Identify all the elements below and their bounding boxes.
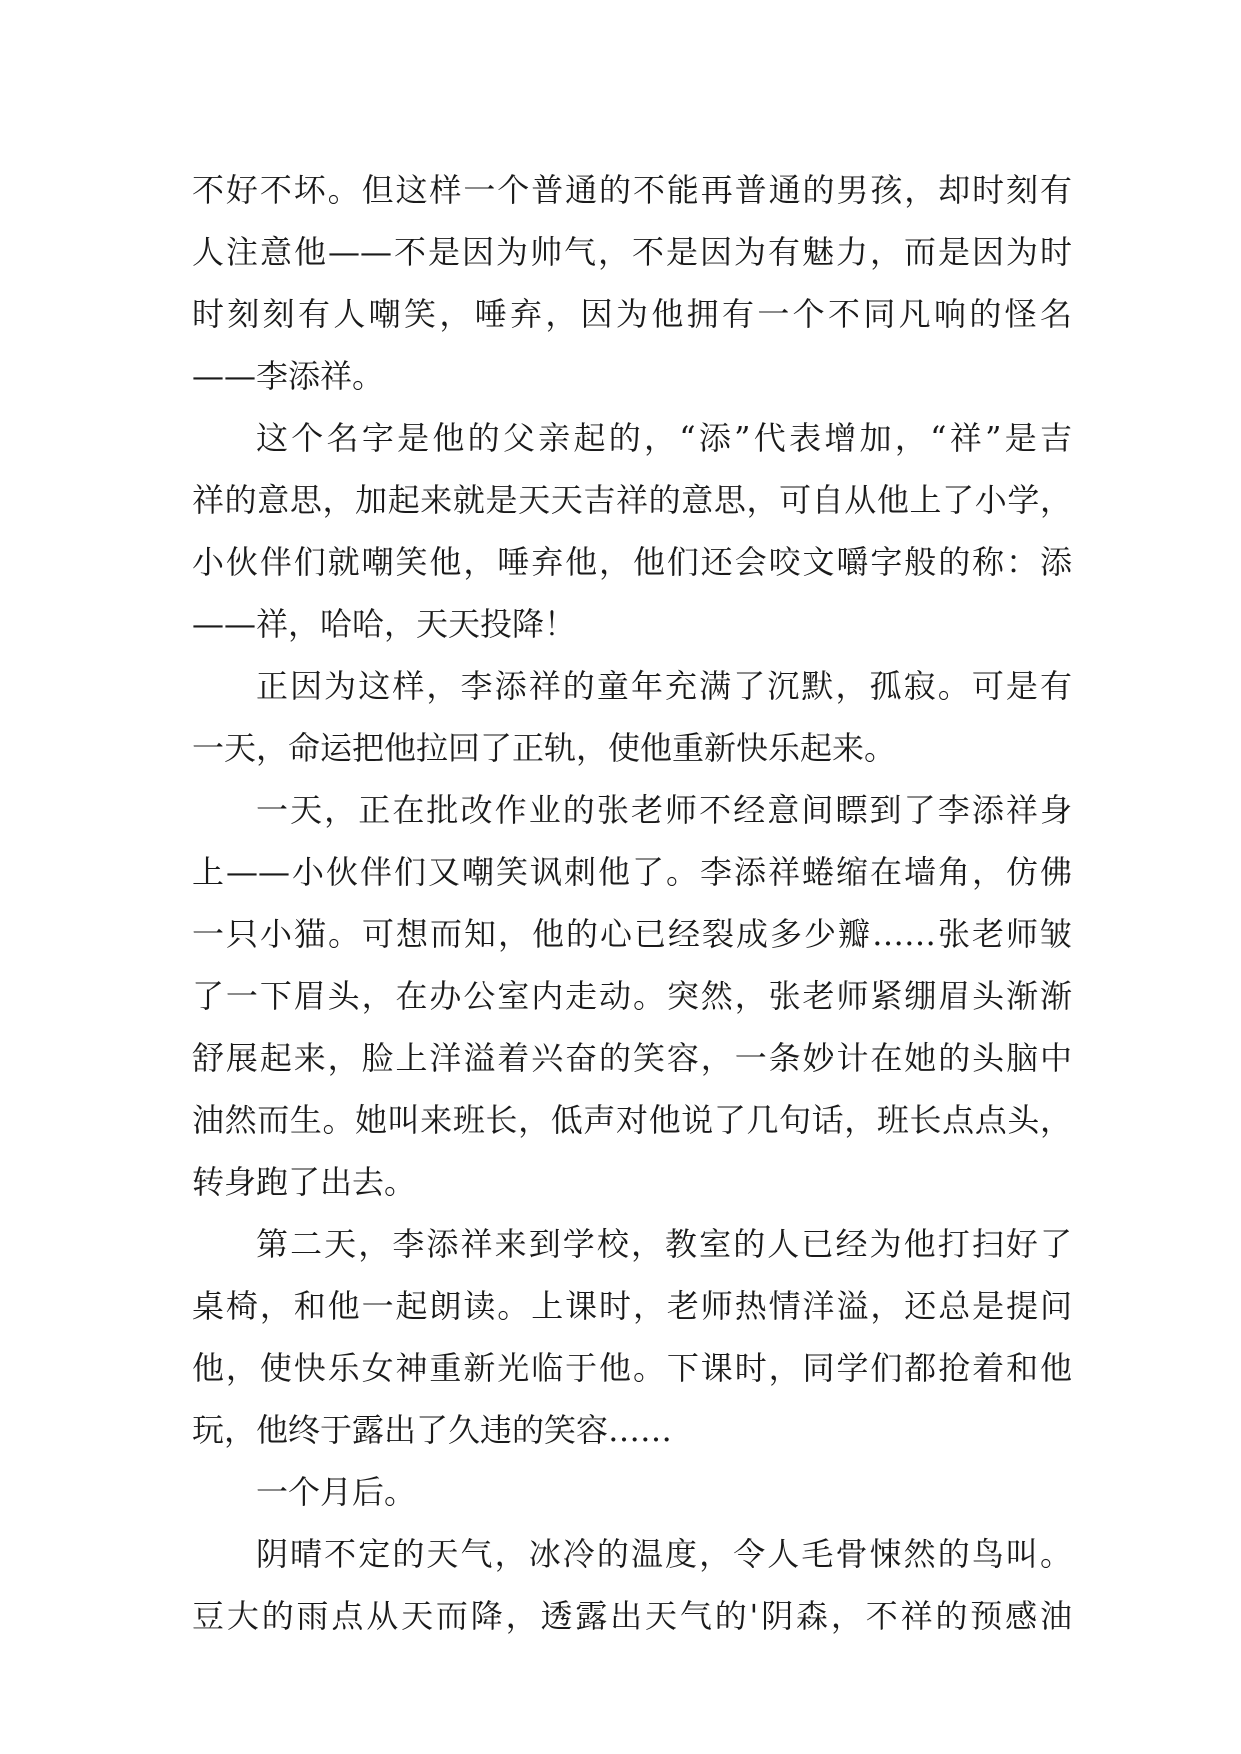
text-line: ——祥，哈哈，天天投降！ (192, 605, 577, 643)
text-line: 不好不坏。但这样一个普通的不能再普通的男孩，却时刻有 (192, 171, 1072, 209)
text-line: 小伙伴们就嘲笑他，唾弃他，他们还会咬文嚼字般的称：添 (192, 543, 1072, 581)
text-line: 桌椅，和他一起朗读。上课时，老师热情洋溢，还总是提问 (192, 1287, 1072, 1325)
text-line: 一只小猫。可想而知，他的心已经裂成多少瓣……张老师皱 (192, 915, 1072, 953)
text-line: 一天，正在批改作业的张老师不经意间瞟到了李添祥身 (256, 791, 1072, 829)
text-line: 油然而生。她叫来班长，低声对他说了几句话，班长点点头， (192, 1101, 1072, 1139)
text-line: 第二天，李添祥来到学校，教室的人已经为他打扫好了 (256, 1225, 1072, 1263)
text-line: 了一下眉头，在办公室内走动。突然，张老师紧绷眉头渐渐 (192, 977, 1072, 1015)
body-text (192, 159, 1072, 1647)
text-line: 祥的意思，加起来就是天天吉祥的意思，可自从他上了小学， (192, 481, 1072, 519)
text-line: 人注意他——不是因为帅气，不是因为有魅力，而是因为时 (192, 233, 1072, 271)
text-line: 一天，命运把他拉回了正轨，使他重新快乐起来。 (192, 729, 897, 767)
text-line: 他，使快乐女神重新光临于他。下课时，同学们都抢着和他 (192, 1349, 1072, 1387)
text-line: 阴晴不定的天气，冰冷的温度，令人毛骨悚然的鸟叫。 (256, 1535, 1072, 1573)
text-line: ——李添祥。 (192, 357, 385, 395)
text-line: 舒展起来，脸上洋溢着兴奋的笑容，一条妙计在她的头脑中 (192, 1039, 1072, 1077)
text-line: 这个名字是他的父亲起的，“添”代表增加，“祥”是吉 (256, 419, 1072, 457)
text-line: 上——小伙伴们又嘲笑讽刺他了。李添祥蜷缩在墙角，仿佛 (192, 853, 1072, 891)
text-line: 转身跑了出去。 (192, 1163, 417, 1201)
text-line: 豆大的雨点从天而降，透露出天气的'阴森，不祥的预感油 (192, 1597, 1072, 1635)
text-line: 一个月后。 (256, 1473, 417, 1511)
text-line: 玩，他终于露出了久违的笑容…… (192, 1411, 673, 1449)
text-line: 时刻刻有人嘲笑，唾弃，因为他拥有一个不同凡响的怪名 (192, 295, 1072, 333)
text-line: 正因为这样，李添祥的童年充满了沉默，孤寂。可是有 (256, 667, 1072, 705)
